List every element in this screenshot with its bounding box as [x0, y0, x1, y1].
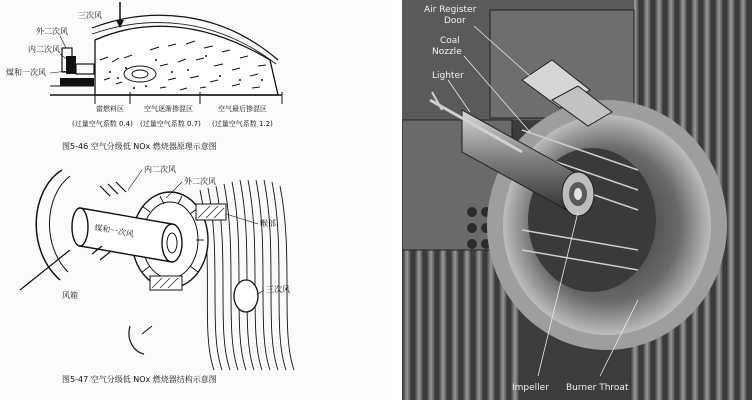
windbox-label: 风箱: [62, 291, 78, 300]
air-register-door-line-1: Air Register: [424, 5, 477, 15]
coal-nozzle-line-1: Coal: [440, 36, 460, 46]
flame-envelope: [95, 26, 278, 95]
throat-label: 喉部: [260, 219, 276, 228]
burner-base: [60, 78, 94, 86]
zone-2-name: 空气逐渐掺混区: [144, 105, 193, 113]
tertiary-air-label: 三次风: [78, 11, 102, 20]
zone-2-note: (过量空气系数 0.7): [140, 120, 201, 128]
zone-1-name: 富燃料区: [96, 105, 124, 113]
throat-block: [196, 204, 226, 220]
coal-nozzle-line-2: Nozzle: [432, 47, 462, 57]
air-register-door-line-2: Door: [444, 16, 466, 26]
burner-cutaway-photo: [402, 0, 752, 400]
zone-3-note: (过量空气系数 1.2): [212, 120, 273, 128]
inner-secondary-air-label: 内二次风: [144, 165, 176, 174]
burner-throat-label: Burner Throat: [566, 383, 629, 393]
primary-nozzle: [76, 64, 94, 74]
lighter-label: Lighter: [432, 71, 464, 81]
inner-secondary-nozzle: [66, 56, 76, 74]
outer-secondary-air-label: 外二次风: [36, 27, 68, 36]
outer-secondary-air-label: 外二次风: [184, 177, 216, 186]
impeller-label: Impeller: [512, 383, 549, 393]
tertiary-air-label: 三次风: [266, 285, 290, 294]
coal-primary-air-label: 煤和一次风: [6, 68, 46, 77]
zone-3-name: 空气最后掺混区: [218, 105, 267, 113]
cutaway-svg: [402, 0, 752, 400]
tertiary-air-port: [234, 280, 258, 312]
figure-5-47-caption: 图5-47 空气分级低 NOx 燃烧器结构示意图: [62, 375, 217, 384]
coal-primary-air-label: 煤和一次风: [93, 223, 135, 239]
figure-5-46-caption: 图5-46 空气分级低 NOx 燃烧器原理示意图: [62, 142, 217, 151]
structure-diagram: [20, 164, 294, 384]
zone-1-note: (过量空气系数 0.4): [72, 120, 133, 128]
inner-secondary-air-label: 内二次风: [28, 45, 60, 54]
principle-diagram: [6, 2, 282, 151]
